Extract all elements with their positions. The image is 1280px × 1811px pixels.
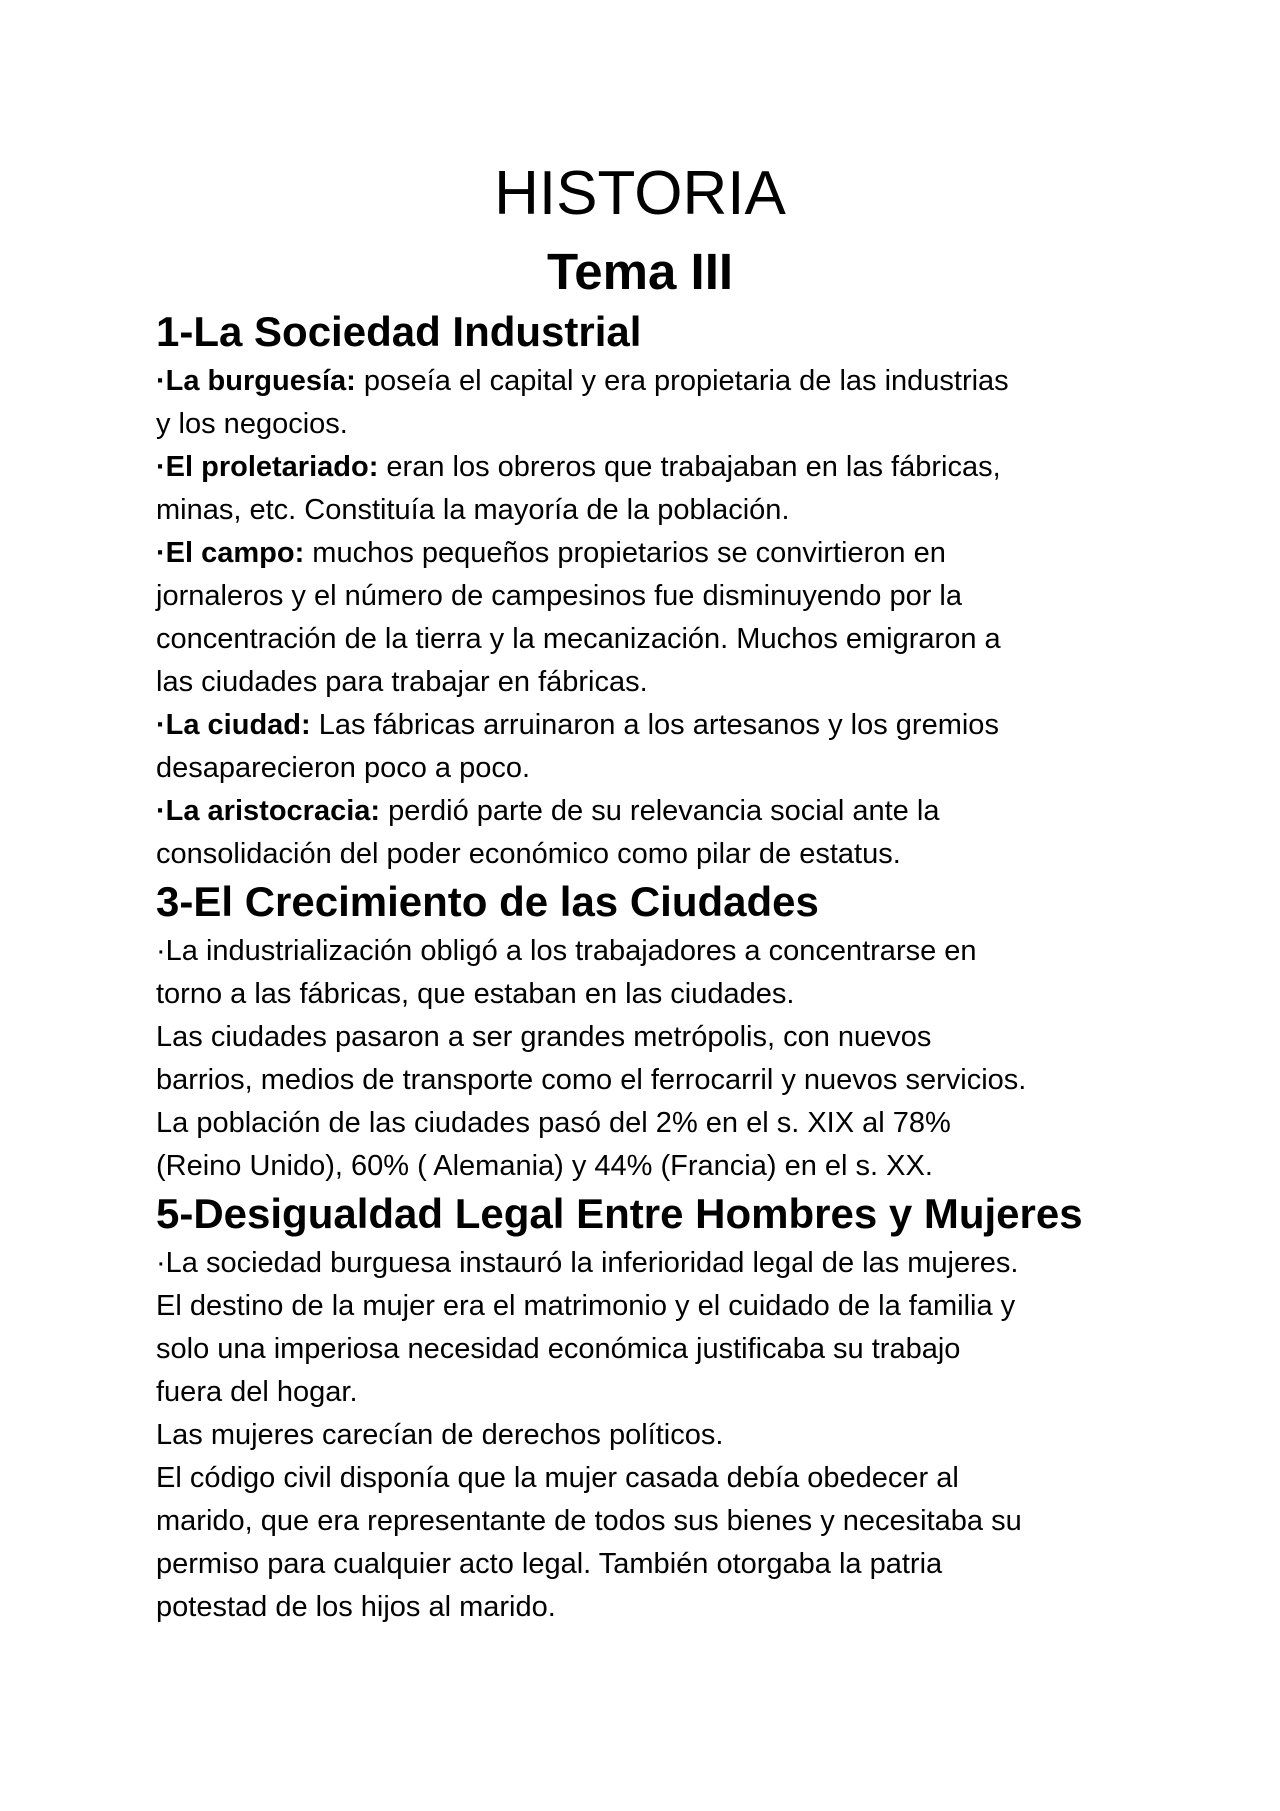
section-desigualdad-legal: [156, 1188, 1156, 1629]
paragraph-proletariado: [156, 446, 1156, 532]
paragraph: El código civil disponía que la mujer casada debía obedecer al marido, que era representante de todos sus bienes y necesitaba su permiso para cualquier acto legal. También otorgaba la patria potestad de los hijos al marido.: [156, 1462, 1022, 1623]
paragraph-aristocracia: [156, 790, 1156, 876]
term-description: poseía el capital y era propietaria de las industrias y los negocios.: [156, 365, 1009, 440]
section-heading: 1-La Sociedad Industrial: [156, 308, 642, 355]
page-subtitle: Tema III: [546, 243, 734, 300]
paragraph: El destino de la mujer era el matrimonio y el cuidado de la familia y solo una imperiosa necesidad económica justificaba su trabajo fuera del hogar.: [156, 1290, 1016, 1408]
paragraph: Las ciudades pasaron a ser grandes metrópolis, con nuevos barrios, medios de transporte como el ferrocarril y nuevos servicios.: [156, 1021, 1027, 1096]
paragraph-ciudad: [156, 704, 1156, 790]
document-body: [156, 306, 1156, 1629]
term-description: eran los obreros que trabajaban en las fábricas, minas, etc. Constituía la mayoría de la población.: [156, 451, 1001, 526]
term-description: muchos pequeños propietarios se convirtieron en jornaleros y el número de campesinos fue disminuyendo por la concentración de la tierra y la mecanización. Muchos emigraron a las ciudades para trabajar en fábricas.: [156, 537, 1001, 698]
term-description: Las fábricas arruinaron a los artesanos y los gremios desaparecieron poco a poco.: [156, 709, 999, 784]
term-label: ·La burguesía:: [156, 365, 356, 397]
section-heading: 3-El Crecimiento de las Ciudades: [156, 878, 819, 925]
paragraph: La población de las ciudades pasó del 2% en el s. XIX al 78% (Reino Unido), 60% ( Alemania) y 44% (Francia) en el s. XX.: [156, 1107, 951, 1182]
section-heading: 5-Desigualdad Legal Entre Hombres y Mujeres: [156, 1190, 1083, 1237]
term-label: ·La aristocracia:: [156, 795, 381, 827]
term-label: ·El proletariado:: [156, 451, 379, 483]
page-title: HISTORIA: [494, 159, 786, 228]
paragraph: ·La sociedad burguesa instauró la inferioridad legal de las mujeres.: [156, 1247, 1019, 1279]
term-label: ·El campo:: [156, 537, 305, 569]
paragraph: ·La industrialización obligó a los trabajadores a concentrarse en torno a las fábricas, que estaban en las ciudades.: [156, 935, 977, 1010]
paragraph-campo: [156, 532, 1156, 704]
section-sociedad-industrial: [156, 306, 1156, 876]
section-crecimiento-ciudades: [156, 876, 1156, 1188]
paragraph: Las mujeres carecían de derechos políticos.: [156, 1419, 724, 1451]
term-description: perdió parte de su relevancia social ante la consolidación del poder económico como pilar de estatus.: [156, 795, 940, 870]
term-label: ·La ciudad:: [156, 709, 311, 741]
paragraph-burguesia: [156, 360, 1156, 446]
